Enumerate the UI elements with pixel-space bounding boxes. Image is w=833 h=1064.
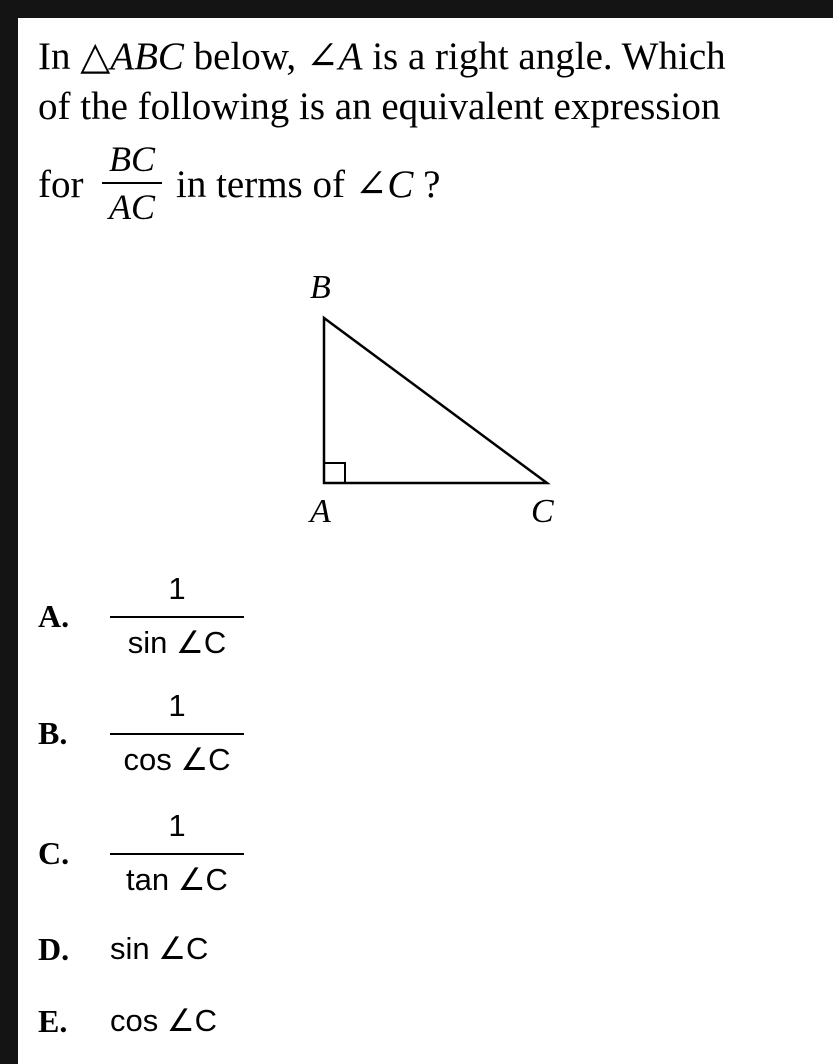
question-terms-text: in terms of [176,163,355,206]
option-b-numerator: 1 [168,688,186,723]
question-line-2: of the following is an equivalent expression [38,85,721,128]
option-a-denominator: sin ∠C [127,625,227,660]
option-c-bar [110,853,244,855]
triangle-figure [18,18,833,1064]
fraction-denominator: AC [108,187,155,227]
option-d-expression[interactable]: sin ∠C [110,931,209,966]
option-c-numerator: 1 [168,808,186,843]
triangle-abc: △ABC [80,35,184,78]
option-b-bar [110,733,244,735]
question-text-start: In [38,35,81,78]
option-e-letter[interactable]: E. [38,1003,68,1039]
option-c-denominator: tan ∠C [126,862,228,897]
option-a-bar [110,616,244,618]
option-b-letter[interactable]: B. [38,715,68,751]
option-c-letter[interactable]: C. [38,835,70,871]
question-page [18,18,833,1064]
option-a-fraction[interactable] [110,570,244,662]
vertex-label-c: C [531,493,554,530]
question-text-mid: below, [183,35,306,78]
question-for-word: for [38,163,84,206]
fraction-numerator: BC [108,139,155,179]
question-text-end: is a right angle. Which [362,35,726,78]
option-c-fraction[interactable] [110,807,244,899]
vertex-label-a: A [310,493,331,530]
triangle-shape [324,318,547,483]
question-mark: ? [413,163,441,206]
option-b-denominator: cos ∠C [123,742,231,777]
right-angle-marker [324,463,345,483]
option-a-numerator: 1 [168,571,186,606]
option-a-letter[interactable]: A. [38,598,70,634]
angle-a: ∠A [305,35,363,78]
option-d-letter[interactable]: D. [38,931,70,967]
option-e-expression[interactable]: cos ∠C [110,1003,218,1038]
angle-c: ∠C [354,163,414,206]
option-b-fraction[interactable] [110,687,244,779]
vertex-label-b: B [310,269,331,306]
